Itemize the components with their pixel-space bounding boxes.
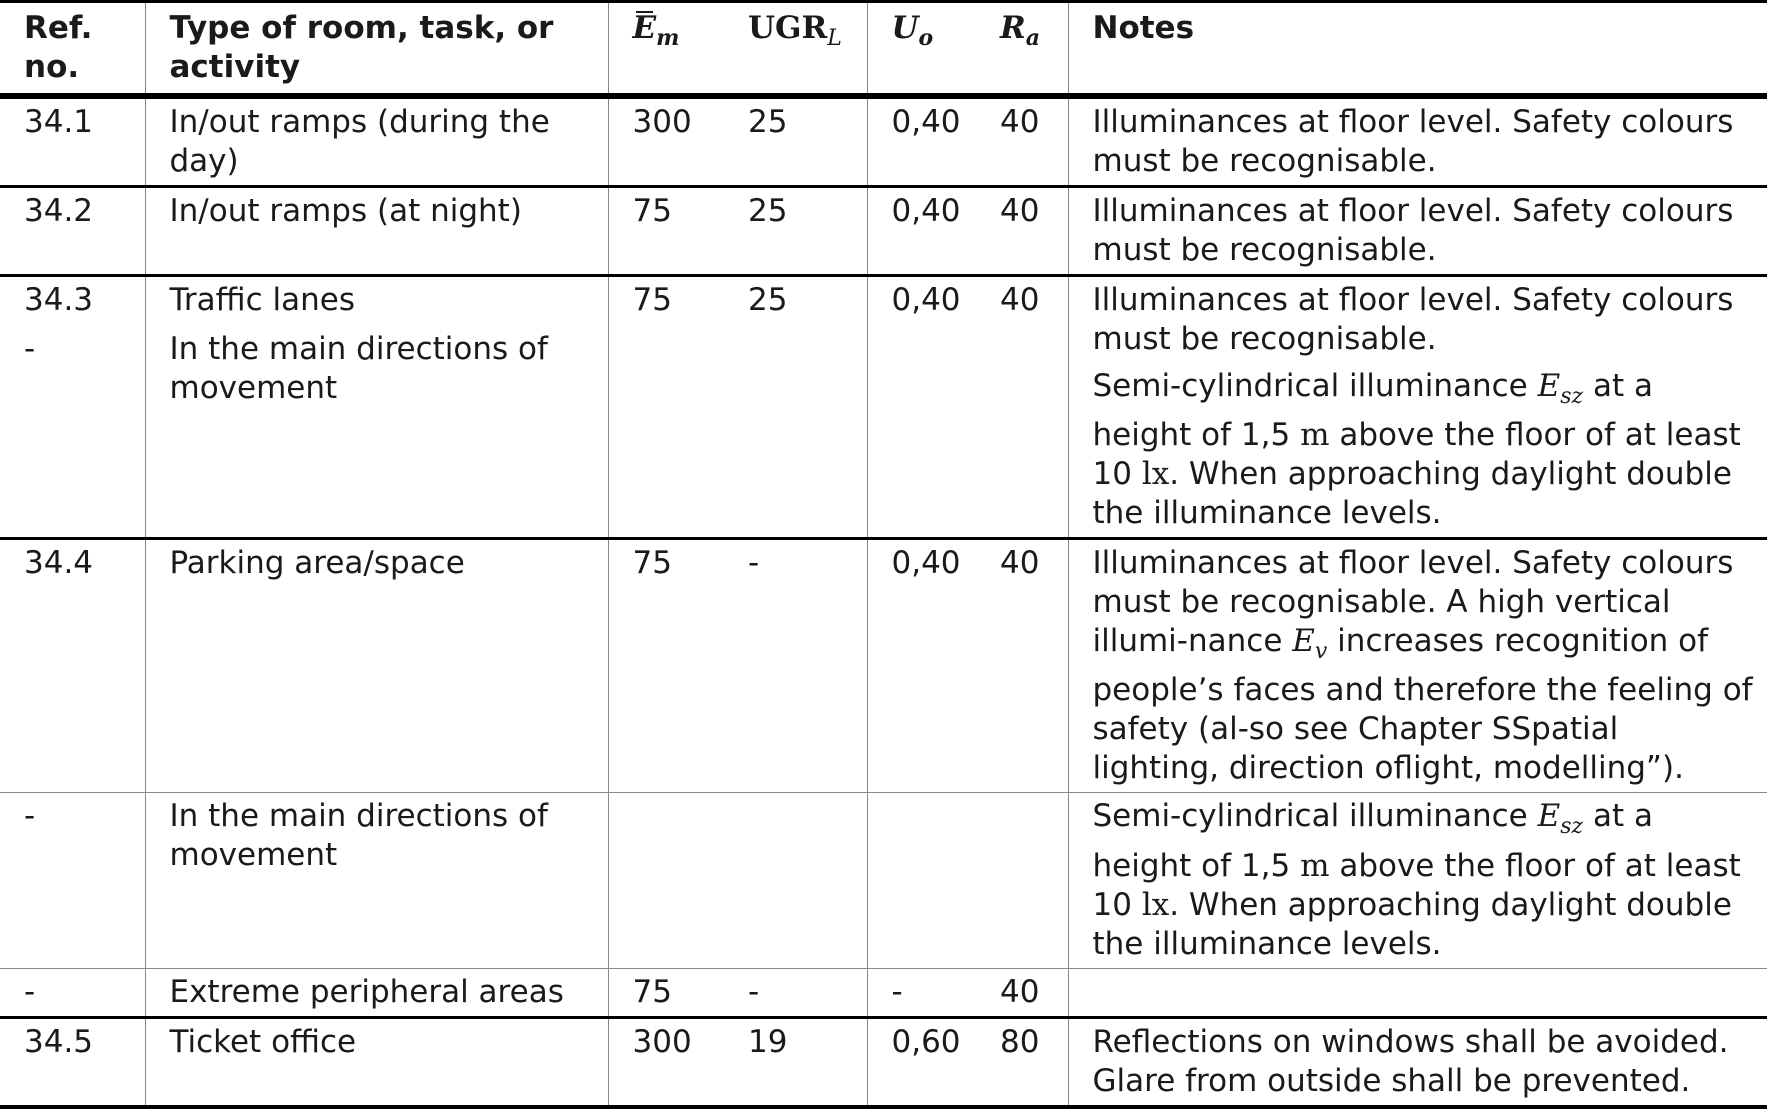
cell-em: 75: [608, 539, 724, 793]
cell-ra: [976, 793, 1068, 968]
cell-ra: 40: [1000, 973, 1040, 1010]
cell-ref: -: [24, 973, 36, 1010]
cell-ugr: [724, 793, 867, 968]
cell-notes: Semi-cylindrical illuminance $E_{sz}$ at a height of 1,5 m above the floor of at least 10 lx. When approaching daylight double the illuminance levels.: [1068, 793, 1767, 968]
cell-type: [145, 276, 608, 539]
header-type: Type of room, task, or activity: [145, 2, 608, 97]
cell-uo: 0,40: [867, 96, 976, 187]
header-em: $E_m$: [608, 2, 724, 97]
cell-ra: 40: [1000, 193, 1040, 229]
table-row: [0, 968, 1767, 1017]
header-uo: $U_o$: [867, 2, 976, 97]
cell-ref: 34.5: [24, 1023, 94, 1060]
cell-notes: Illuminances at floor level. Safety colours must be recognisable.: [1068, 187, 1767, 276]
table-row: [0, 539, 1767, 793]
cell-uo: -: [867, 968, 976, 1017]
cell-ugr: -: [748, 545, 760, 582]
note-semi-cylindrical: Semi-cylindrical illuminance $E_{sz}$ at a height of 1,5 m above the floor of at least 10 lx. When approaching daylight double the illuminance levels.: [1092, 368, 1741, 532]
cell-uo: [867, 793, 976, 968]
header-ref: Ref. no.: [24, 10, 93, 85]
cell-uo: 0,40: [867, 187, 976, 276]
cell-ref: 34.2: [24, 193, 94, 229]
cell-notes: [1068, 968, 1767, 1017]
cell-type: Parking area/space: [145, 539, 608, 793]
cell-notes: [1068, 276, 1767, 539]
cell-type: In/out ramps (during the day): [145, 96, 608, 187]
cell-em: 75: [608, 187, 724, 276]
cell-em: [608, 793, 724, 968]
cell-ugr: 25: [748, 193, 788, 229]
cell-em: 300: [608, 1017, 724, 1107]
cell-ugr: 19: [748, 1023, 788, 1060]
cell-type: Extreme peripheral areas: [145, 968, 608, 1017]
cell-ra: 40: [1000, 545, 1040, 582]
cell-notes: Reflections on windows shall be avoided. Glare from outside shall be prevented.: [1068, 1017, 1767, 1107]
cell-uo: 0,40: [867, 539, 976, 793]
header-notes: Notes: [1068, 2, 1767, 97]
table-row: [0, 276, 1767, 539]
cell-ref: 34.1: [24, 104, 94, 140]
cell-em: 75: [608, 276, 724, 539]
cell-em: 75: [608, 968, 724, 1017]
cell-ra: 40: [1000, 282, 1040, 318]
table-row: [0, 1017, 1767, 1107]
ref-sub: -: [24, 331, 36, 367]
note-floor-safety: Illuminances at floor level. Safety colours must be recognisable.: [1092, 282, 1734, 357]
cell-type: In the main directions of movement: [145, 793, 608, 968]
table-row: [0, 96, 1767, 187]
cell-ugr: 25: [748, 104, 788, 140]
cell-notes: Illuminances at floor level. Safety colours must be recognisable. A high vertical illumi-nance $E_v$ increases recognition of people’s faces and therefore the feeling of safety (al-so see Chapter SSpatial lighting, direction oflight, modelling”).: [1068, 539, 1767, 793]
cell-type: Ticket office: [145, 1017, 608, 1107]
ref-main: 34.3: [24, 282, 94, 318]
cell-ra: 80: [1000, 1023, 1040, 1060]
cell-em: 300: [608, 96, 724, 187]
cell-ra: 40: [1000, 104, 1040, 140]
cell-ref: -: [24, 798, 36, 835]
cell-ref: [0, 276, 145, 539]
cell-notes: Illuminances at floor level. Safety colours must be recognisable.: [1068, 96, 1767, 187]
cell-uo: 0,40: [867, 276, 976, 539]
header-ugr: $UGR_L$: [748, 10, 842, 52]
cell-ugr: 25: [748, 282, 788, 318]
header-row: [0, 2, 1767, 97]
type-main: Traffic lanes: [169, 282, 355, 318]
cell-ugr: -: [748, 973, 760, 1010]
type-sub: In the main directions of movement: [169, 331, 548, 406]
table-row: [0, 793, 1767, 968]
cell-ref: 34.4: [24, 545, 94, 582]
cell-uo: 0,60: [867, 1017, 976, 1107]
header-ra: $R_a$: [1000, 10, 1041, 52]
table-row: [0, 187, 1767, 276]
cell-type: In/out ramps (at night): [145, 187, 608, 276]
